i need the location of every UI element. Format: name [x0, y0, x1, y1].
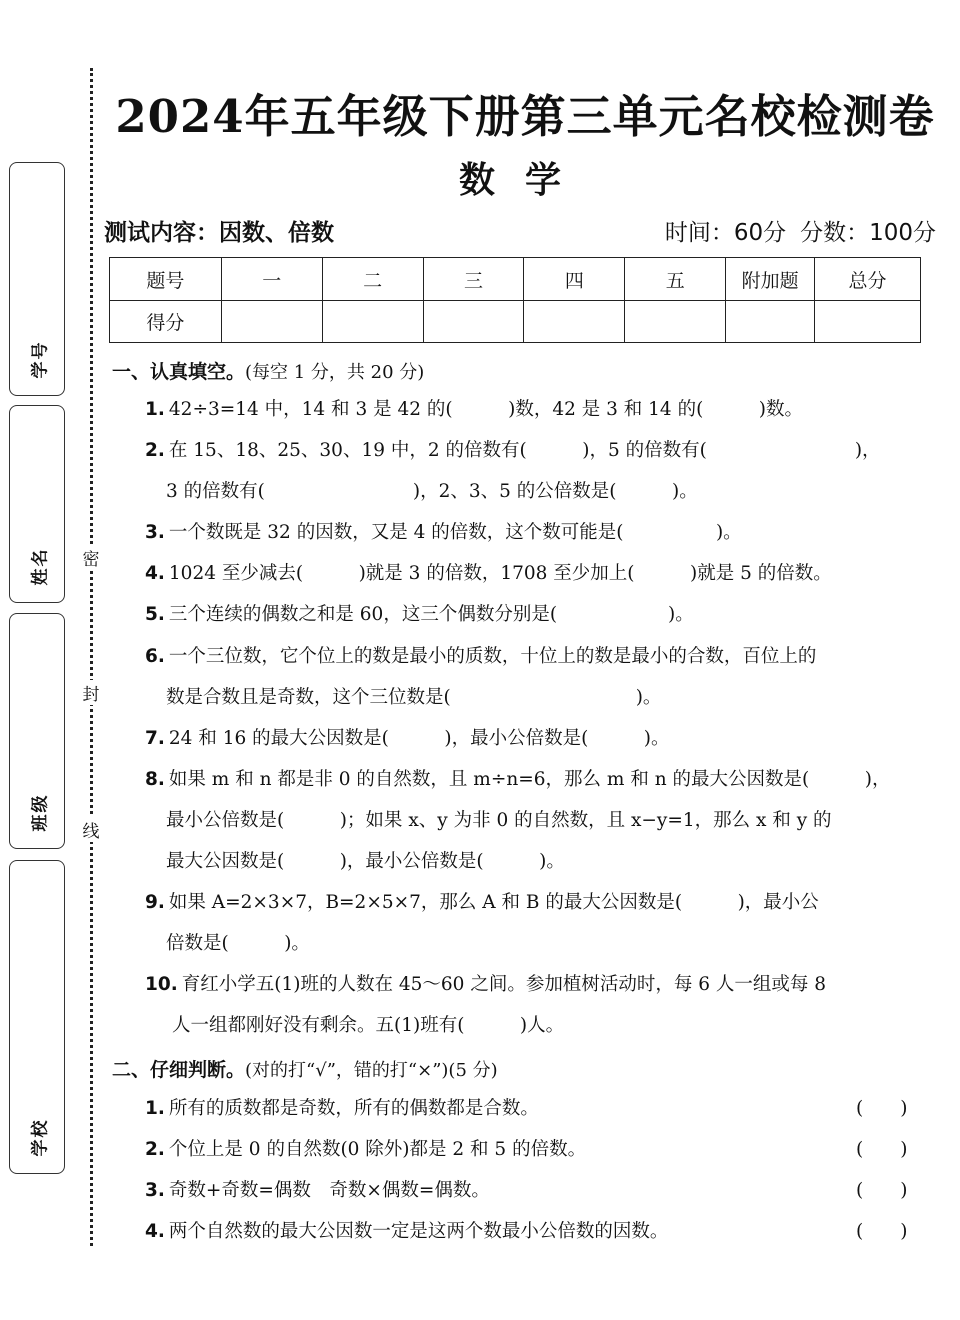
- question-number: 7.: [145, 728, 165, 749]
- header-cell: 题号: [110, 258, 222, 301]
- question-number: 10.: [145, 974, 178, 995]
- score-cell[interactable]: [221, 301, 322, 343]
- question-number: 5.: [145, 604, 165, 625]
- score-cell[interactable]: [524, 301, 625, 343]
- question-text: 一个三位数，它个位上的数是最小的质数，十位上的数是最小的合数，百位上的: [168, 646, 817, 667]
- question-4: [145, 561, 832, 587]
- class-field[interactable]: [9, 613, 65, 849]
- section-1-heading: [112, 357, 424, 384]
- question-number: 6.: [145, 646, 165, 667]
- question-2-line-2: 3 的倍数有( )，2、3、5 的公倍数是( )。: [166, 481, 698, 502]
- binding-dotted-line: [90, 68, 93, 1246]
- question-number: 1.: [145, 399, 165, 420]
- header-cell: 三: [423, 258, 524, 301]
- judge-item-3: [145, 1178, 490, 1204]
- header-cell: 二: [322, 258, 423, 301]
- question-number: 2.: [145, 440, 165, 461]
- question-8-line-3: 最大公因数是( )，最小公倍数是( )。: [166, 851, 565, 872]
- section-2-title: 二、仔细判断。: [112, 1059, 246, 1081]
- statement-text: 奇数+奇数=偶数 奇数×偶数=偶数。: [168, 1180, 490, 1201]
- question-text: 在 15、18、25、30、19 中，2 的倍数有( )，5 的倍数有( )，: [168, 440, 881, 461]
- question-10: [145, 972, 826, 998]
- score-cell[interactable]: [726, 301, 815, 343]
- score-row-label: 得分: [110, 301, 222, 343]
- school-field[interactable]: [9, 860, 65, 1174]
- question-5: [145, 602, 694, 628]
- header-cell: 一: [221, 258, 322, 301]
- judge-answer-4[interactable]: ( ): [856, 1221, 908, 1242]
- score-cell[interactable]: [815, 301, 921, 343]
- subject-title: 数学: [458, 160, 591, 201]
- student-id-field[interactable]: [9, 162, 65, 396]
- header-cell: 四: [524, 258, 625, 301]
- judge-item-1: [145, 1096, 539, 1122]
- judge-item-4: [145, 1219, 668, 1245]
- question-text: 24 和 16 的最大公因数是( )，最小公倍数是( )。: [168, 728, 670, 749]
- statement-text: 所有的质数都是奇数，所有的偶数都是合数。: [168, 1098, 539, 1119]
- seal-char-mi: 密: [80, 545, 102, 570]
- judge-answer-1[interactable]: ( ): [856, 1098, 908, 1119]
- seal-char-feng: 封: [80, 680, 102, 705]
- time-limit: 时间：60分: [664, 220, 787, 246]
- question-text: 1024 至少减去( )就是 3 的倍数，1708 至少加上( )就是 5 的倍数。: [168, 563, 832, 584]
- score-table-header-row: [110, 258, 921, 301]
- statement-number: 1.: [145, 1098, 165, 1119]
- class-label: 班级: [30, 793, 51, 831]
- question-number: 9.: [145, 892, 165, 913]
- statement-number: 3.: [145, 1180, 165, 1201]
- question-8-line-2: 最小公倍数是( )；如果 x、y 为非 0 的自然数，且 x−y=1，那么 x 和 y 的: [166, 810, 832, 831]
- score-table: [109, 257, 921, 343]
- section-2-heading: [112, 1055, 498, 1082]
- name-label: 姓名: [30, 547, 51, 585]
- judge-answer-3[interactable]: ( ): [856, 1180, 908, 1201]
- score-cell[interactable]: [423, 301, 524, 343]
- question-text: 如果 A=2×3×7，B=2×5×7，那么 A 和 B 的最大公因数是( )，最小公: [168, 892, 819, 913]
- question-7: [145, 726, 670, 752]
- question-10-line-2: 人一组都刚好没有剩余。五(1)班有( )人。: [172, 1015, 565, 1036]
- question-9-line-2: 倍数是( )。: [166, 933, 310, 954]
- score-table-score-row: [110, 301, 921, 343]
- question-6-line-2: 数是合数且是奇数，这个三位数是( )。: [166, 687, 662, 708]
- question-number: 8.: [145, 769, 165, 790]
- seal-char-xian: 线: [80, 817, 102, 842]
- header-cell: 总分: [815, 258, 921, 301]
- question-1: [145, 397, 803, 423]
- score-cell[interactable]: [625, 301, 726, 343]
- question-text: 育红小学五(1)班的人数在 45～60 之间。参加植树活动时，每 6 人一组或每 8: [181, 974, 827, 995]
- exam-title: 2024年五年级下册第三单元名校检测卷: [115, 90, 935, 143]
- question-text: 三个连续的偶数之和是 60，这三个偶数分别是( )。: [168, 604, 694, 625]
- question-8: [145, 767, 890, 793]
- name-field[interactable]: [9, 405, 65, 603]
- question-number: 4.: [145, 563, 165, 584]
- section-2-note: (对的打“√”，错的打“×”)(5 分): [245, 1060, 498, 1081]
- statement-text: 个位上是 0 的自然数(0 除外)都是 2 和 5 的倍数。: [168, 1139, 587, 1160]
- section-1-title: 一、认真填空。: [112, 361, 246, 383]
- school-label: 学校: [30, 1118, 51, 1156]
- question-9: [145, 890, 819, 916]
- header-cell: 五: [625, 258, 726, 301]
- statement-number: 4.: [145, 1221, 165, 1242]
- judge-answer-2[interactable]: ( ): [856, 1139, 908, 1160]
- section-1-note: (每空 1 分，共 20 分): [245, 362, 425, 383]
- question-2: [145, 438, 881, 464]
- header-cell: 附加题: [726, 258, 815, 301]
- question-3: [145, 520, 742, 546]
- student-id-label: 学号: [30, 340, 51, 378]
- question-text: 如果 m 和 n 都是非 0 的自然数，且 m÷n=6，那么 m 和 n 的最大公因数是( )，: [168, 769, 891, 790]
- question-6: [145, 644, 816, 670]
- statement-number: 2.: [145, 1139, 165, 1160]
- test-content: 测试内容：因数、倍数: [104, 220, 334, 246]
- question-text: 42÷3=14 中，14 和 3 是 42 的( )数，42 是 3 和 14 的( )数。: [168, 399, 804, 420]
- statement-text: 两个自然数的最大公因数一定是这两个数最小公倍数的因数。: [168, 1221, 669, 1242]
- total-score: 分数：100分: [800, 220, 936, 246]
- score-cell[interactable]: [322, 301, 423, 343]
- question-number: 3.: [145, 522, 165, 543]
- judge-item-2: [145, 1137, 586, 1163]
- question-text: 一个数既是 32 的因数，又是 4 的倍数，这个数可能是( )。: [168, 522, 742, 543]
- time-score-info: [651, 214, 936, 247]
